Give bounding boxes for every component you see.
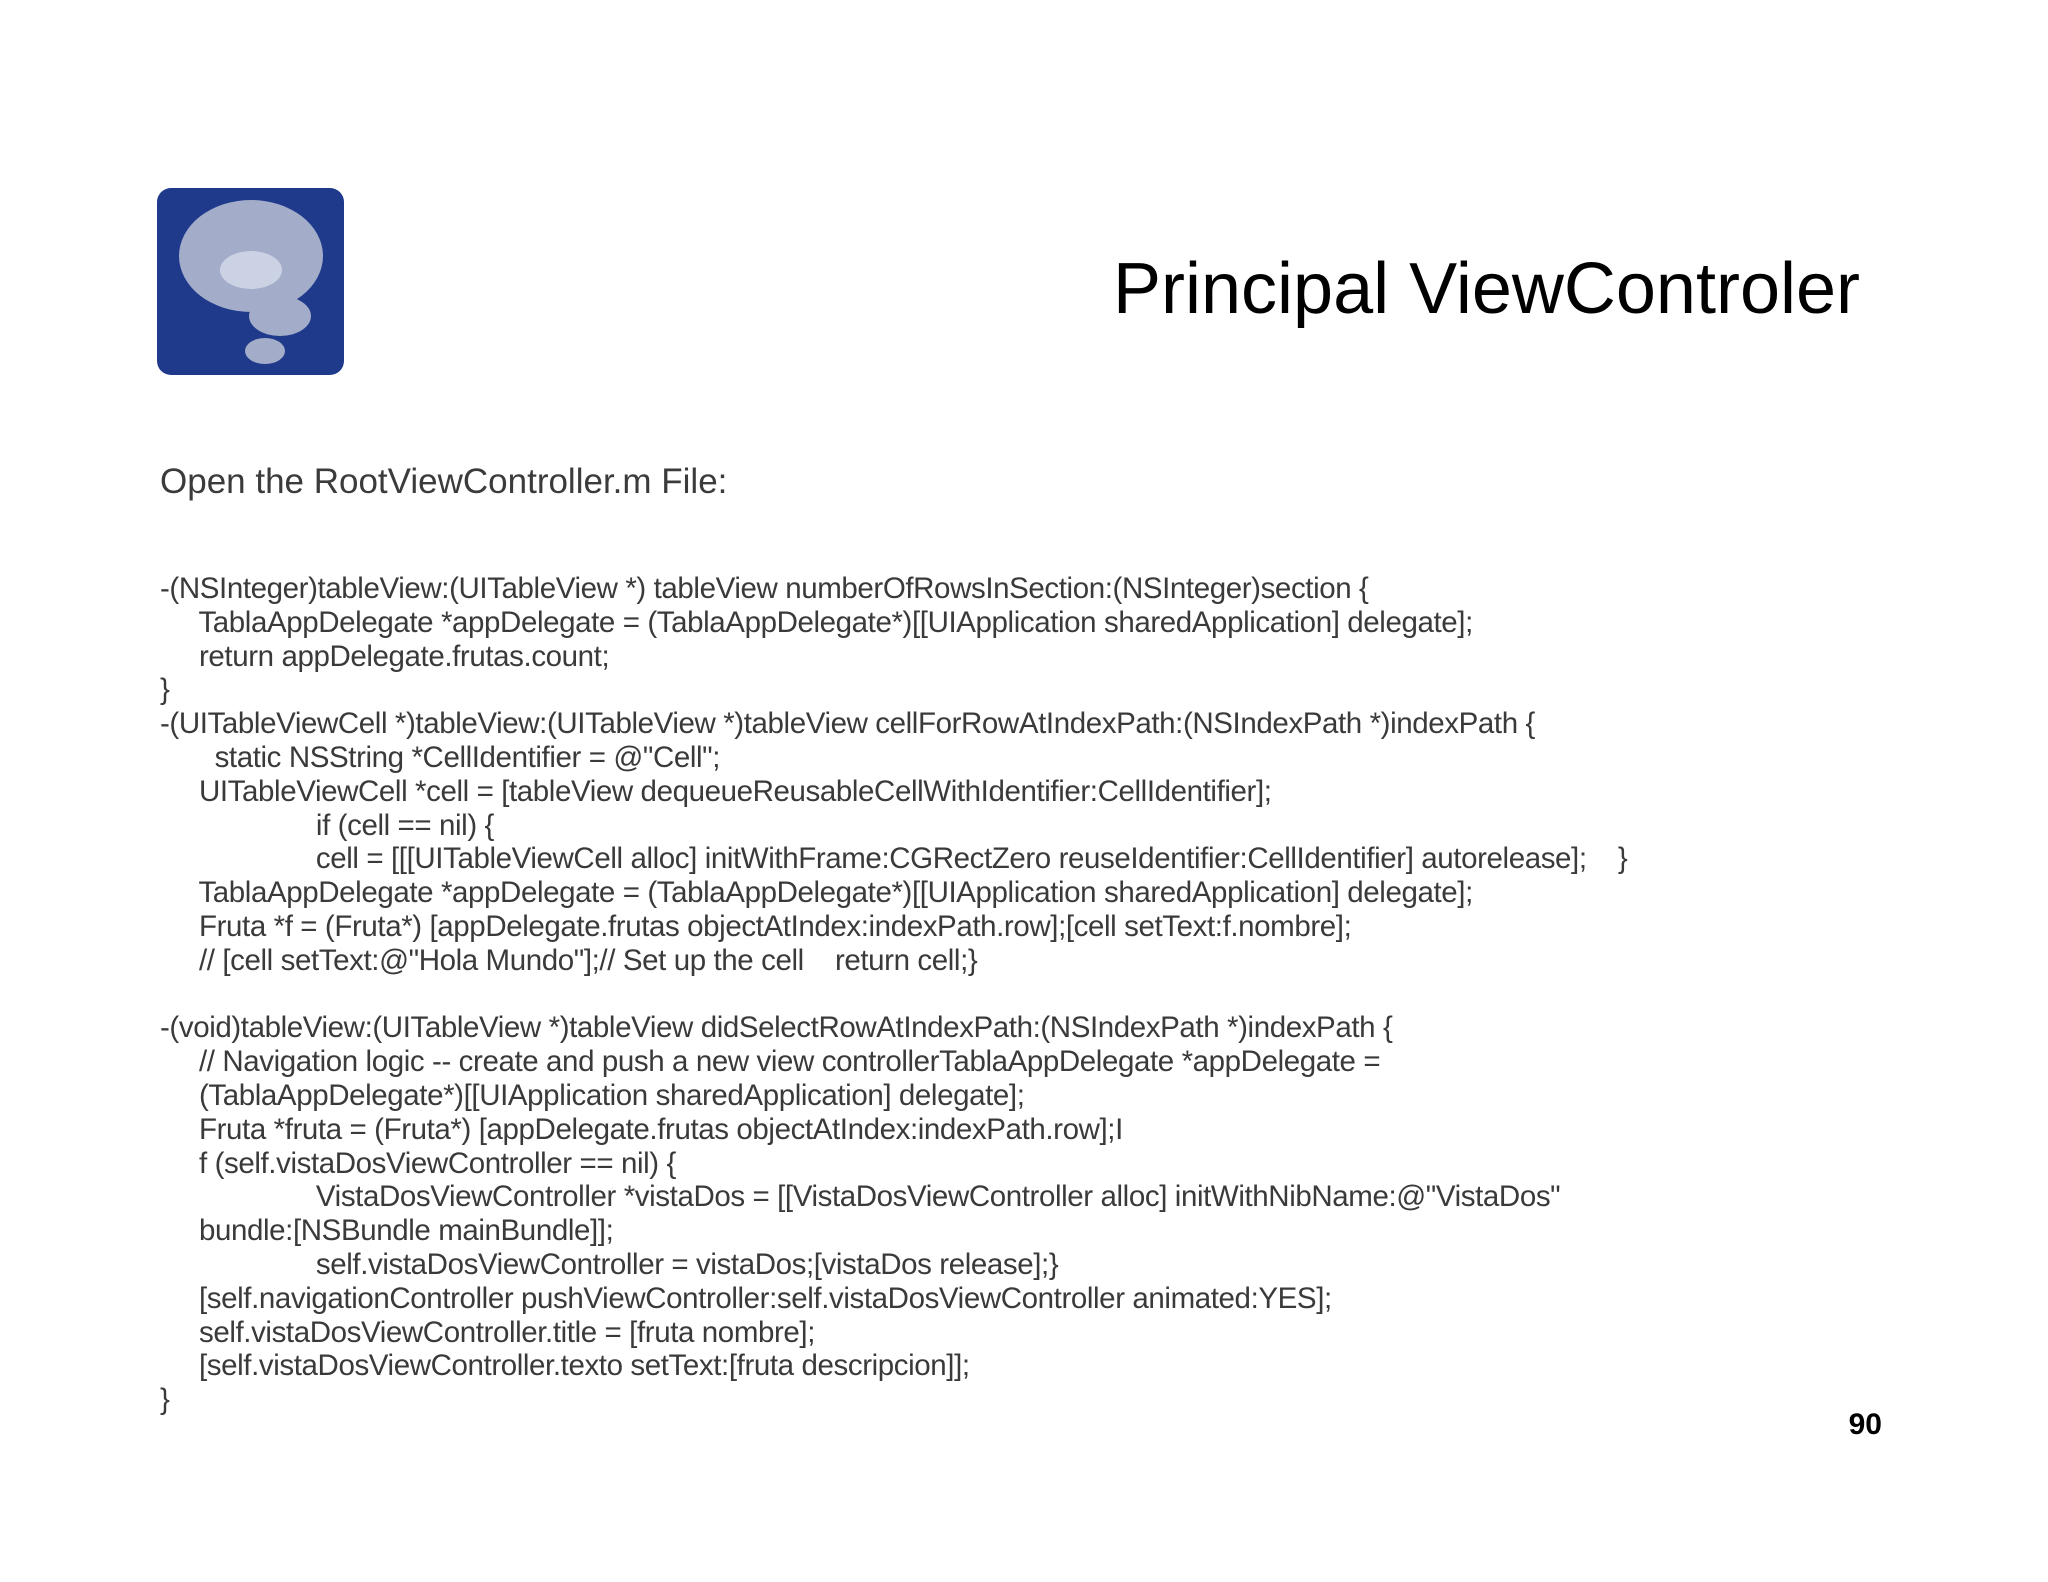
code-line: if (cell == nil) { <box>160 808 494 842</box>
code-line: UITableViewCell *cell = [tableView dequeueReusableCellWithIdentifier:CellIdentifier]; <box>160 774 1272 808</box>
code-line: static NSString *CellIdentifier = @"Cell"; <box>160 740 721 774</box>
code-line: -(void)tableView:(UITableView *)tableView didSelectRowAtIndexPath:(NSIndexPath *)indexPath { <box>160 1011 1393 1045</box>
code-line: return appDelegate.frutas.count; <box>160 639 610 673</box>
code-line: self.vistaDosViewController = vistaDos;[vistaDos release];} <box>160 1247 1059 1281</box>
code-line: } <box>160 673 170 707</box>
code-line: // [cell setText:@"Hola Mundo"];// Set up the cell return cell;} <box>160 943 978 977</box>
logo <box>157 188 344 375</box>
code-line: Fruta *f = (Fruta*) [appDelegate.frutas objectAtIndex:indexPath.row];[cell setText:f.nombre]; <box>160 909 1352 943</box>
code-block <box>160 572 1627 1417</box>
code-line: [self.vistaDosViewController.texto setText:[fruta descripcion]]; <box>160 1349 970 1383</box>
code-line: TablaAppDelegate *appDelegate = (TablaAppDelegate*)[[UIApplication sharedApplication] delegate]; <box>160 876 1473 910</box>
code-line: (TablaAppDelegate*)[[UIApplication sharedApplication] delegate]; <box>160 1078 1025 1112</box>
code-line: -(UITableViewCell *)tableView:(UITableView *)tableView cellForRowAtIndexPath:(NSIndexPath *)indexPath { <box>160 707 1535 741</box>
code-line: TablaAppDelegate *appDelegate = (TablaAppDelegate*)[[UIApplication sharedApplication] delegate]; <box>160 605 1473 639</box>
thought-bubble-icon <box>157 188 344 375</box>
code-line: // Navigation logic -- create and push a new view controllerTablaAppDelegate *appDelegate = <box>160 1045 1381 1079</box>
code-line <box>160 978 1627 1012</box>
code-line: VistaDosViewController *vistaDos = [[VistaDosViewController alloc] initWithNibName:@"VistaDos" <box>160 1180 1561 1214</box>
code-line: cell = [[[UITableViewCell alloc] initWithFrame:CGRectZero reuseIdentifier:CellIdentifier] autorelease]; } <box>160 842 1628 876</box>
code-line: f (self.vistaDosViewController == nil) { <box>160 1146 676 1180</box>
code-line: } <box>160 1383 170 1417</box>
slide-subtitle: Open the RootViewController.m File: <box>160 462 728 501</box>
code-line: self.vistaDosViewController.title = [fruta nombre]; <box>160 1315 816 1349</box>
code-line: [self.navigationController pushViewController:self.vistaDosViewController animated:YES]; <box>160 1281 1332 1315</box>
page-number: 90 <box>1848 1408 1882 1441</box>
code-line: Fruta *fruta = (Fruta*) [appDelegate.frutas objectAtIndex:indexPath.row];I <box>160 1112 1123 1146</box>
slide-title: Principal ViewControler <box>1113 249 1860 329</box>
code-line: -(NSInteger)tableView:(UITableView *) tableView numberOfRowsInSection:(NSInteger)section { <box>160 572 1369 605</box>
code-line: bundle:[NSBundle mainBundle]]; <box>160 1214 614 1248</box>
